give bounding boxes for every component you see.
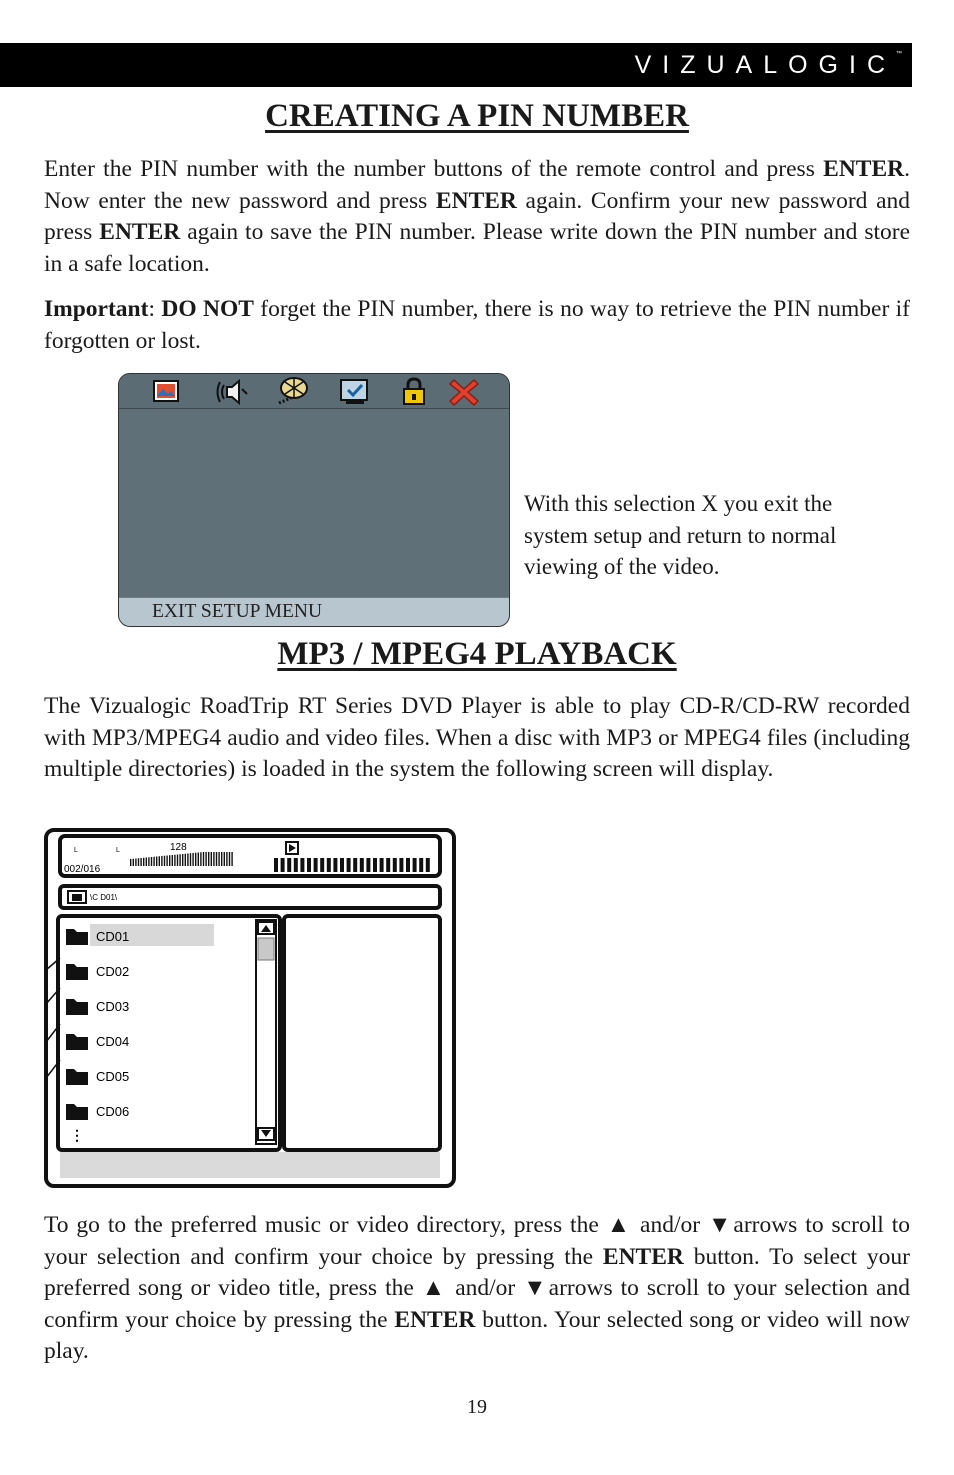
text-run: DO NOT bbox=[161, 296, 254, 322]
brand-logo: VIZUALOGIC™ bbox=[634, 51, 902, 79]
folder-label: CD06 bbox=[96, 1104, 130, 1119]
status-indicator-1: L bbox=[74, 847, 78, 854]
setup-icon-bar bbox=[119, 374, 509, 409]
lock-icon bbox=[397, 376, 431, 406]
folder-label: CD02 bbox=[96, 964, 130, 979]
text-run: again to save the PIN number. Please write down the PIN number and store in a safe location. bbox=[44, 219, 910, 277]
current-path[interactable]: \C D01\ bbox=[90, 893, 118, 902]
navigation-instructions bbox=[44, 1210, 910, 1368]
header-bar bbox=[0, 43, 912, 87]
film-reel-icon bbox=[275, 376, 309, 406]
section-title-pin: CREATING A PIN NUMBER bbox=[265, 98, 689, 134]
text-run: ENTER bbox=[435, 187, 517, 214]
folder-label: CD04 bbox=[96, 1034, 130, 1049]
status-indicator-2: L bbox=[116, 847, 120, 854]
folder-list-panel bbox=[58, 916, 280, 1150]
folder-label: CD05 bbox=[96, 1069, 130, 1084]
pin-warning bbox=[44, 294, 910, 357]
text-run: forget the PIN number, there is no way to retrieve the PIN number if forgotten or lost. bbox=[44, 296, 910, 354]
picture-icon bbox=[149, 376, 183, 406]
text-run: Important bbox=[44, 296, 149, 322]
text-run: ENTER bbox=[99, 219, 181, 245]
speaker-icon bbox=[215, 376, 249, 406]
text-run: . Now enter the new password and press bbox=[44, 156, 910, 214]
bitrate: 128 bbox=[170, 842, 187, 853]
more-items-icon: ⋮ bbox=[70, 1127, 84, 1143]
text-run: The Vizualogic RoadTrip RT Series DVD Player is able to play CD-R/CD-RW recorded with MP3/MPEG4 audio and video files. When a disc with MP3 or MPEG4 files (including multiple directories) is loaded in the system the following screen will display. bbox=[44, 693, 910, 782]
exit-note: With this selection X you exit the system setup and return to normal viewing of the video. bbox=[524, 491, 837, 579]
text-run: Enter the PIN number with the number buttons of the remote control and press bbox=[44, 156, 824, 182]
folder-item[interactable] bbox=[66, 1104, 129, 1120]
pin-instructions bbox=[44, 154, 910, 280]
folder-item[interactable] bbox=[66, 964, 129, 980]
monitor-check-icon bbox=[337, 376, 371, 406]
section-title-mp3: MP3 / MPEG4 PLAYBACK bbox=[277, 636, 677, 672]
text-run: again. Confirm your new password and press bbox=[44, 187, 910, 245]
text-run: : bbox=[148, 296, 162, 322]
folder-item[interactable] bbox=[66, 1034, 129, 1050]
text-run: button. Your selected song or video will now play. bbox=[44, 1306, 910, 1364]
text-run: To go to the preferred music or video directory, press the ▲ and/or ▼arrows to scroll to your selection and confirm your choice by pressing the bbox=[44, 1212, 910, 1270]
folder-item[interactable] bbox=[66, 1069, 129, 1085]
text-run: ENTER bbox=[394, 1306, 476, 1333]
setup-footer bbox=[119, 597, 509, 626]
exit-x-icon bbox=[447, 376, 481, 406]
text-run: ENTER bbox=[823, 156, 905, 182]
scroll-thumb[interactable] bbox=[258, 938, 274, 960]
preview-panel bbox=[284, 916, 440, 1150]
track-counter: 002/016 bbox=[64, 864, 101, 875]
info-bar bbox=[60, 1152, 440, 1178]
exit-setup-label: EXIT SETUP MENU bbox=[152, 601, 323, 622]
folder-item[interactable] bbox=[66, 999, 129, 1015]
path-folder-icon bbox=[72, 894, 82, 901]
setup-menu-screen bbox=[118, 373, 510, 627]
text-run: button. To select your preferred song or video title, press the ▲ and/or ▼arrows to scroll to your selection and confirm your choice by pressing the bbox=[44, 1243, 910, 1333]
mp3-browser-screen bbox=[44, 828, 456, 1188]
folder-label: CD03 bbox=[96, 999, 130, 1014]
page-number: 19 bbox=[467, 1396, 487, 1418]
text-run: ENTER bbox=[602, 1243, 684, 1270]
folder-label: CD01 bbox=[96, 929, 130, 944]
mp3-intro bbox=[44, 691, 910, 786]
